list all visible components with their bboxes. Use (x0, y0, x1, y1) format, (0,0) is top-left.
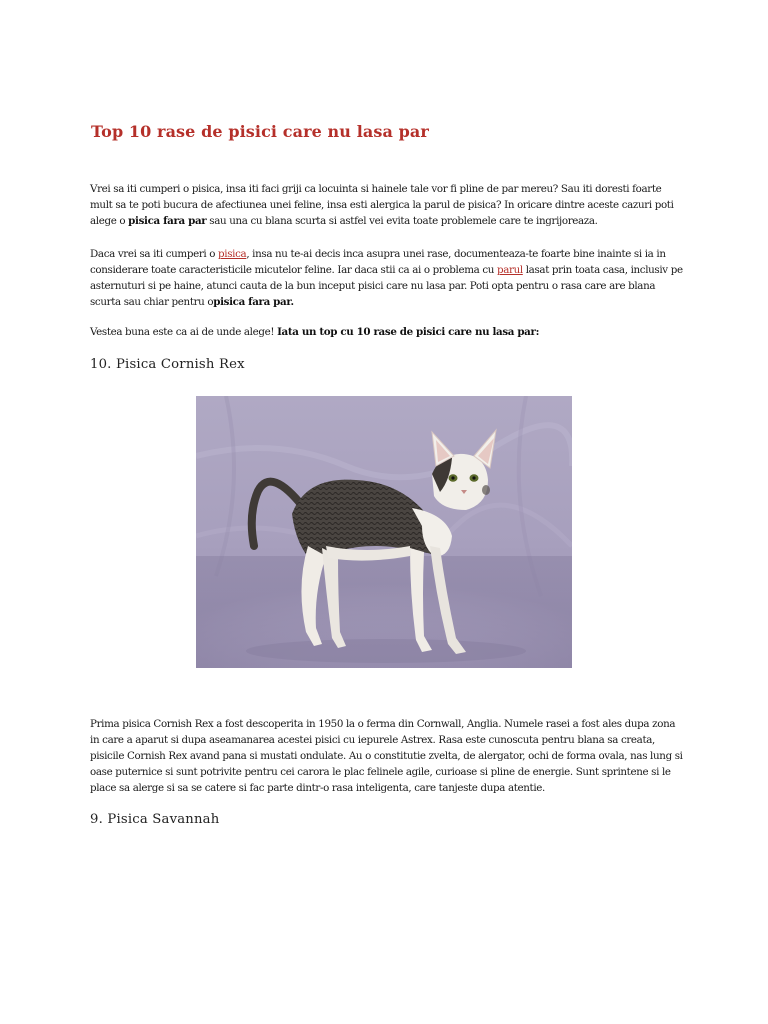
pisica-link[interactable]: pisica (218, 248, 247, 260)
parul-link[interactable]: parul (496, 264, 523, 276)
para3-text-1: Vestea buna este ca ai de unde alege! (90, 326, 278, 338)
cornish-rex-cat-photo (196, 396, 572, 668)
intro-paragraph (90, 181, 686, 229)
section-heading-savannah: 9. Pisica Savannah (90, 812, 220, 827)
third-paragraph (90, 324, 686, 340)
second-paragraph (90, 246, 686, 310)
intro-text-1: Vrei sa iti cumperi o pisica, insa iti faci griji ca locuinta si hainele tale vor fi pline de par mereu? Sau iti doresti foarte mult sa te poti bucura de afectiunea unei feline, insa esti alergica la parul de pisica? In oricare dintre aceste cazuri poti alege o (90, 183, 674, 227)
para2-text-3: lasat prin toata casa, inclusiv pe asternuturi si pe haine, atunci cauta de la bun inceput pisici care nu lasa par. Poti opta pentru o rasa care are blana scurta sau chiar pentru o (90, 264, 683, 308)
article-title: Top 10 rase de pisici care nu lasa par (91, 122, 429, 141)
para2-bold-1: pisica fara par. (213, 296, 294, 308)
para2-text-1: Daca vrei sa iti cumperi o (90, 248, 219, 260)
cornish-rex-description: Prima pisica Cornish Rex a fost descoperita in 1950 la o ferma din Cornwall, Anglia. Numele rasei a fost ales dupa zona in care a aparut si dupa aseamanarea acestei pisici cu iepurele Astrex. Rasa este cunoscuta pentru blana sa creata, pisicile Cornish Rex avand pana si mustati ondulate. Au o constitutie zvelta, de alergator, ochi de forma ovala, nas lung si oase puternice si sunt potrivite pentru cei carora le plac felinele agile, curioase si pline de energie. Sunt sprintene si le place sa alerge si sa se catere si fac parte dintr-o rasa inteligenta, care tanjeste dupa atentie. (90, 718, 683, 794)
intro-text-2: sau una cu blana scurta si astfel vei evita toate problemele care te ingrijoreaza. (206, 215, 598, 227)
para2-text-2: , insa nu te-ai decis inca asupra unei rase, documenteaza-te foarte bine inainte si ia in considerare toate caracteristicile micutelor feline. Iar daca stii ca ai o problema cu (90, 248, 666, 276)
intro-bold-1: pisica fara par (128, 215, 207, 227)
section-heading-cornish-rex: 10. Pisica Cornish Rex (90, 357, 245, 372)
para3-bold-1: Iata un top cu 10 rase de pisici care nu lasa par: (277, 326, 540, 338)
